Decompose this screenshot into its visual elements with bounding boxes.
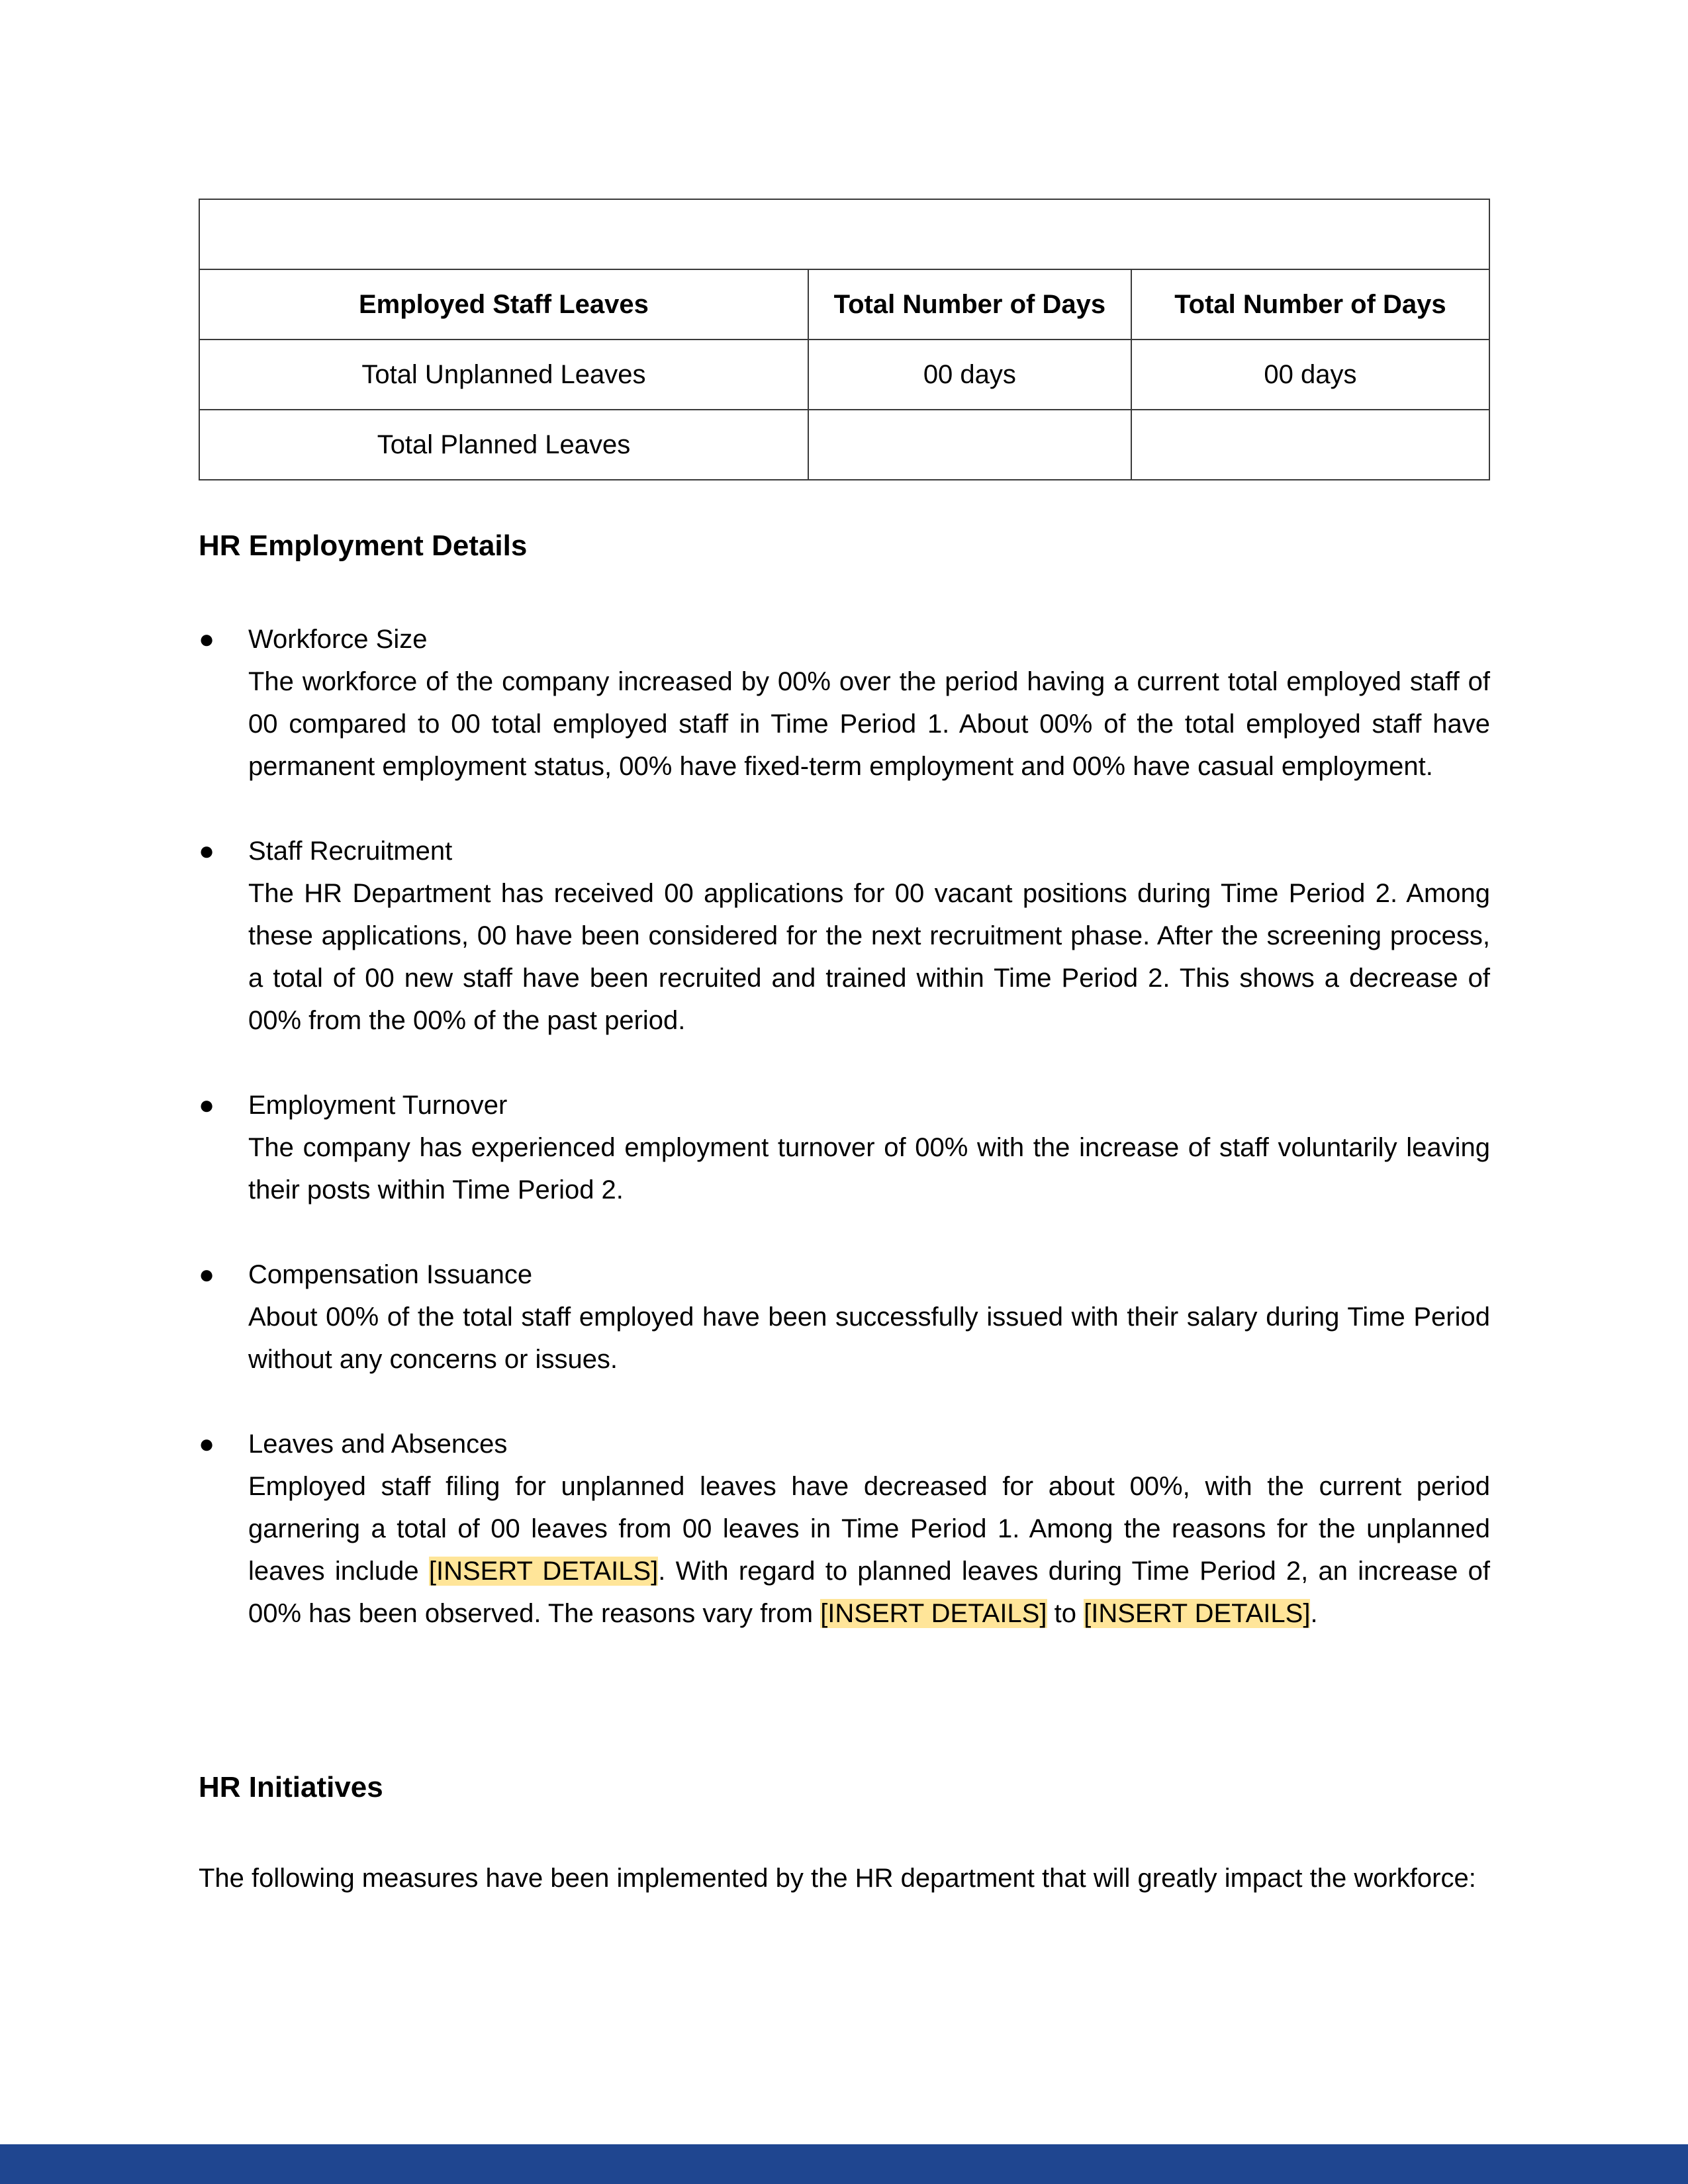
table-title-row <box>199 199 1489 269</box>
list-item <box>199 1253 1490 1381</box>
bullet-icon: ● <box>199 1091 215 1120</box>
footer-bar <box>0 2144 1688 2184</box>
leave-summary-table <box>199 199 1490 480</box>
list-item <box>199 1423 1490 1635</box>
bullet-icon: ● <box>199 1430 215 1459</box>
table-header-cell: Total Number of Days <box>808 269 1131 340</box>
list-item-heading: Workforce Size <box>248 625 428 654</box>
bullet-icon: ● <box>199 625 215 654</box>
list-item-body <box>248 1465 1490 1635</box>
list-item-heading: Staff Recruitment <box>248 837 453 866</box>
list-item-body: The workforce of the company increased by 00% over the period having a current total employed staff of 00 compared to 00 total employed staff in Time Period 1. About 00% of the total employed staff have permanent employment status, 00% have fixed-term employment and 00% have casual employment. <box>248 667 1490 781</box>
table-cell <box>1131 410 1489 480</box>
section-title-hr-initiatives: HR Initiatives <box>199 1771 383 1803</box>
section-title-hr-employment: HR Employment Details <box>199 529 528 562</box>
list-item-body: The HR Department has received 00 applications for 00 vacant positions during Time Period 2. Among these applications, 00 have been considered for the next recruitment phase. After the screening process, a total of 00 new staff have been recruited and trained within Time Period 2. This shows a decrease of 00% from the 00% of the past period. <box>248 879 1490 1035</box>
list-item-body: The company has experienced employment turnover of 00% with the increase of staff voluntarily leaving their posts within Time Period 2. <box>248 1133 1490 1205</box>
table-cell: 00 days <box>1131 340 1489 410</box>
table-cell <box>808 410 1131 480</box>
table-cell: Total Unplanned Leaves <box>199 340 808 410</box>
list-item-heading: Leaves and Absences <box>248 1430 508 1459</box>
table-title-cell <box>199 199 1489 269</box>
table-header-cell: Employed Staff Leaves <box>199 269 808 340</box>
body-text: . With regard to planned leaves during Time Period 2, an increase of 00% has been observed. The reasons vary from <box>248 1557 1491 1628</box>
list-item <box>199 1084 1490 1211</box>
list-item-heading: Compensation Issuance <box>248 1260 533 1289</box>
body-text: to <box>1047 1599 1084 1628</box>
bullet-icon: ● <box>199 837 215 866</box>
insert-details-placeholder: [INSERT DETAILS] <box>820 1599 1047 1628</box>
table-cell: 00 days <box>808 340 1131 410</box>
table-header-row <box>199 269 1489 340</box>
table-header-cell: Total Number of Days <box>1131 269 1489 340</box>
insert-details-placeholder: [INSERT DETAILS] <box>1084 1599 1311 1628</box>
body-text: Employed staff filing for unplanned leaves have decreased for about 00%, with the current period garnering a total of 00 leaves from 00 leaves in Time Period 1. Among the reasons for the unplanned leaves include <box>248 1472 1490 1586</box>
hr-employment-list <box>199 618 1490 1677</box>
list-item-body: About 00% of the total staff employed have been successfully issued with their salary during Time Period without any concerns or issues. <box>248 1302 1490 1374</box>
hr-initiatives-paragraph: The following measures have been implemented by the HR department that will greatly impact the workforce: <box>199 1864 1476 1893</box>
list-item <box>199 830 1490 1042</box>
list-item-heading: Employment Turnover <box>248 1091 508 1120</box>
table-cell: Total Planned Leaves <box>199 410 808 480</box>
table-row <box>199 410 1489 480</box>
table-row <box>199 340 1489 410</box>
insert-details-placeholder: [INSERT DETAILS] <box>428 1557 659 1586</box>
bullet-icon: ● <box>199 1260 215 1289</box>
body-text: . <box>1310 1599 1318 1628</box>
list-item <box>199 618 1490 788</box>
